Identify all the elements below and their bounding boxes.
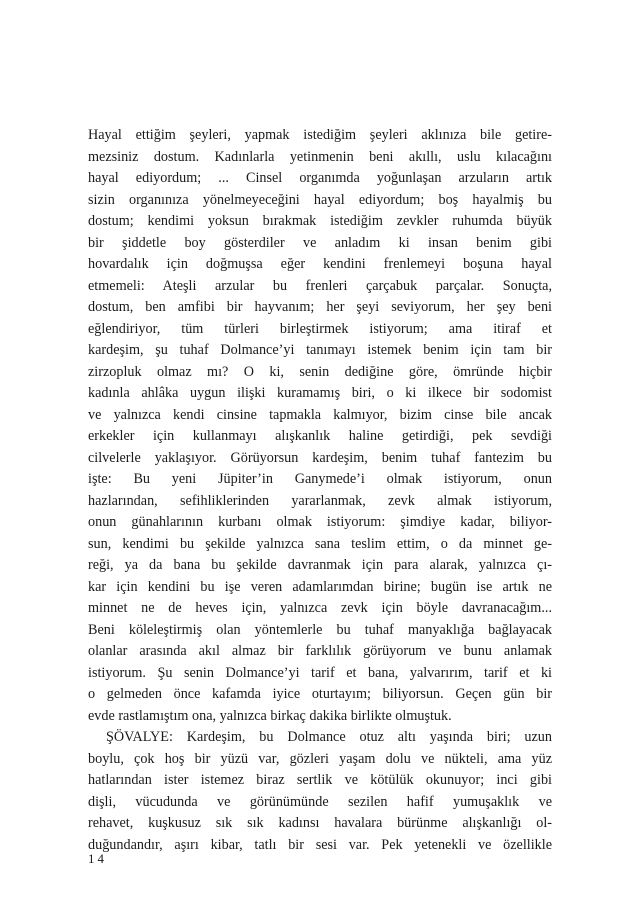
text-line: evde rastlamıştım ona, yalnızca birkaç dakika birlikte olmuştuk. (88, 707, 452, 724)
body-text (88, 125, 552, 856)
text-line: kar için kendini bu işe veren adamlarımdan birine; bugün ise artık ne (88, 578, 552, 595)
text-line: erkekler için kullanmayı alışkanlık haline getirdiği, pek sevdiği (88, 428, 552, 444)
text-line: olanlar arasında akıl almaz bir farklılık görüyorum ve bunu anlamak (88, 643, 552, 659)
text-line: Hayal ettiğim şeyleri, yapmak istediğim şeyleri aklınıza bile getire- (88, 127, 552, 143)
text-line: dostum; kendimi yoksun bırakmak istediğim zevkler ruhumda büyük (88, 213, 552, 229)
text-line: duğundandır, aşırı kibar, tatlı bir sesi var. Pek yetenekli ve özellikle (88, 836, 552, 853)
text-line: mezsiniz dostum. Kadınlarla yetinmenin beni akıllı, uslu kılacağını (88, 148, 552, 165)
text-line: eğlendiriyor, tüm türleri birleştirmek istiyorum; ama itiraf et (88, 320, 552, 337)
text-line: etmemeli: Ateşli arzular bu frenleri çarçabuk parçalar. Sonuçta, (88, 277, 552, 294)
text-line: işte: Bu yeni Jüpiter’in Ganymede’i olmak istiyorum, onun (88, 471, 552, 487)
text-line: ve yalnızca kendi cinsine tapmakla kalmıyor, bizim cinse bile ancak (88, 406, 552, 423)
text-line: kadınla ahlâka uygun ilişki kuramamış biri, o ki ilkece bir sodomist (88, 385, 552, 401)
text-line: zirzopluk olmaz mı? O ki, senin dediğine göre, ömründe hiçbir (88, 363, 552, 380)
text-line: sizin organınıza yönelmeyeceğini hayal ediyordum; boş hayalmiş bu (88, 191, 552, 208)
text-line: onun günahlarının kurbanı olmak istiyorum: şimdiye kadar, biliyor- (88, 514, 552, 530)
text-line: reği, ya da bana bu şekilde davranmak için para alarak, yalnızca çı- (88, 557, 552, 573)
text-line: hovardalık için doğmuşsa eğer kendini frenlemeyi boşuna hayal (88, 256, 552, 272)
text-line: cilvelerle yaklaşıyor. Görüyorsun kardeşim, benim tuhaf fantezim bu (88, 449, 552, 466)
text-line: istiyorum. Şu senin Dolmance’yi tarif et bana, yalvarırım, tarif et ki (88, 664, 552, 681)
text-line: dostum, ben amfibi bir hayvanım; her şeyi seviyorum, her şey beni (88, 299, 552, 315)
text-line: ŞÖVALYE: Kardeşim, bu Dolmance otuz altı yaşında biri; uzun (106, 729, 552, 745)
text-line: minnet ne de heves için, yalnızca zevk için böyle davranacağım... (88, 600, 552, 616)
text-line: sun, kendimi bu şekilde yalnızca sana teslim ettim, o da minnet ge- (88, 535, 552, 552)
text-line: hazlarından, sefihliklerinden yararlanmak, zevk almak istiyorum, (88, 492, 552, 509)
text-line: dişli, vücudunda ve görünümünde sezilen hafif yumuşaklık ve (88, 793, 552, 810)
text-line: bir şiddetle boy gösterdiler ve anladım ki insan benim gibi (88, 234, 552, 251)
text-line: o gelmeden önce kafamda iyice oturtayım; biliyorsun. Geçen gün bir (88, 686, 552, 702)
text-line: kardeşim, şu tuhaf Dolmance’yi tanımayı istemek benim için tam bir (88, 342, 552, 358)
text-line: boylu, çok hoş bir yüzü var, gözleri yaşam dolu ve nükteli, ama yüz (88, 750, 552, 767)
text-line: hayal ediyordum; ... Cinsel organımda yoğunlaşan arzuların artık (88, 170, 552, 186)
text-line: hatlarından ister istemez biraz sertlik ve kötülük okunuyor; inci gibi (88, 772, 552, 788)
page-number: 14 (88, 851, 107, 866)
text-line: rehavet, kuşkusuz sık sık kadınsı havalara bürünme alışkanlığı ol- (88, 815, 552, 831)
text-line: Beni köleleştirmiş olan yöntemlerle bu tuhaf manyaklığa bağlayacak (88, 621, 552, 638)
